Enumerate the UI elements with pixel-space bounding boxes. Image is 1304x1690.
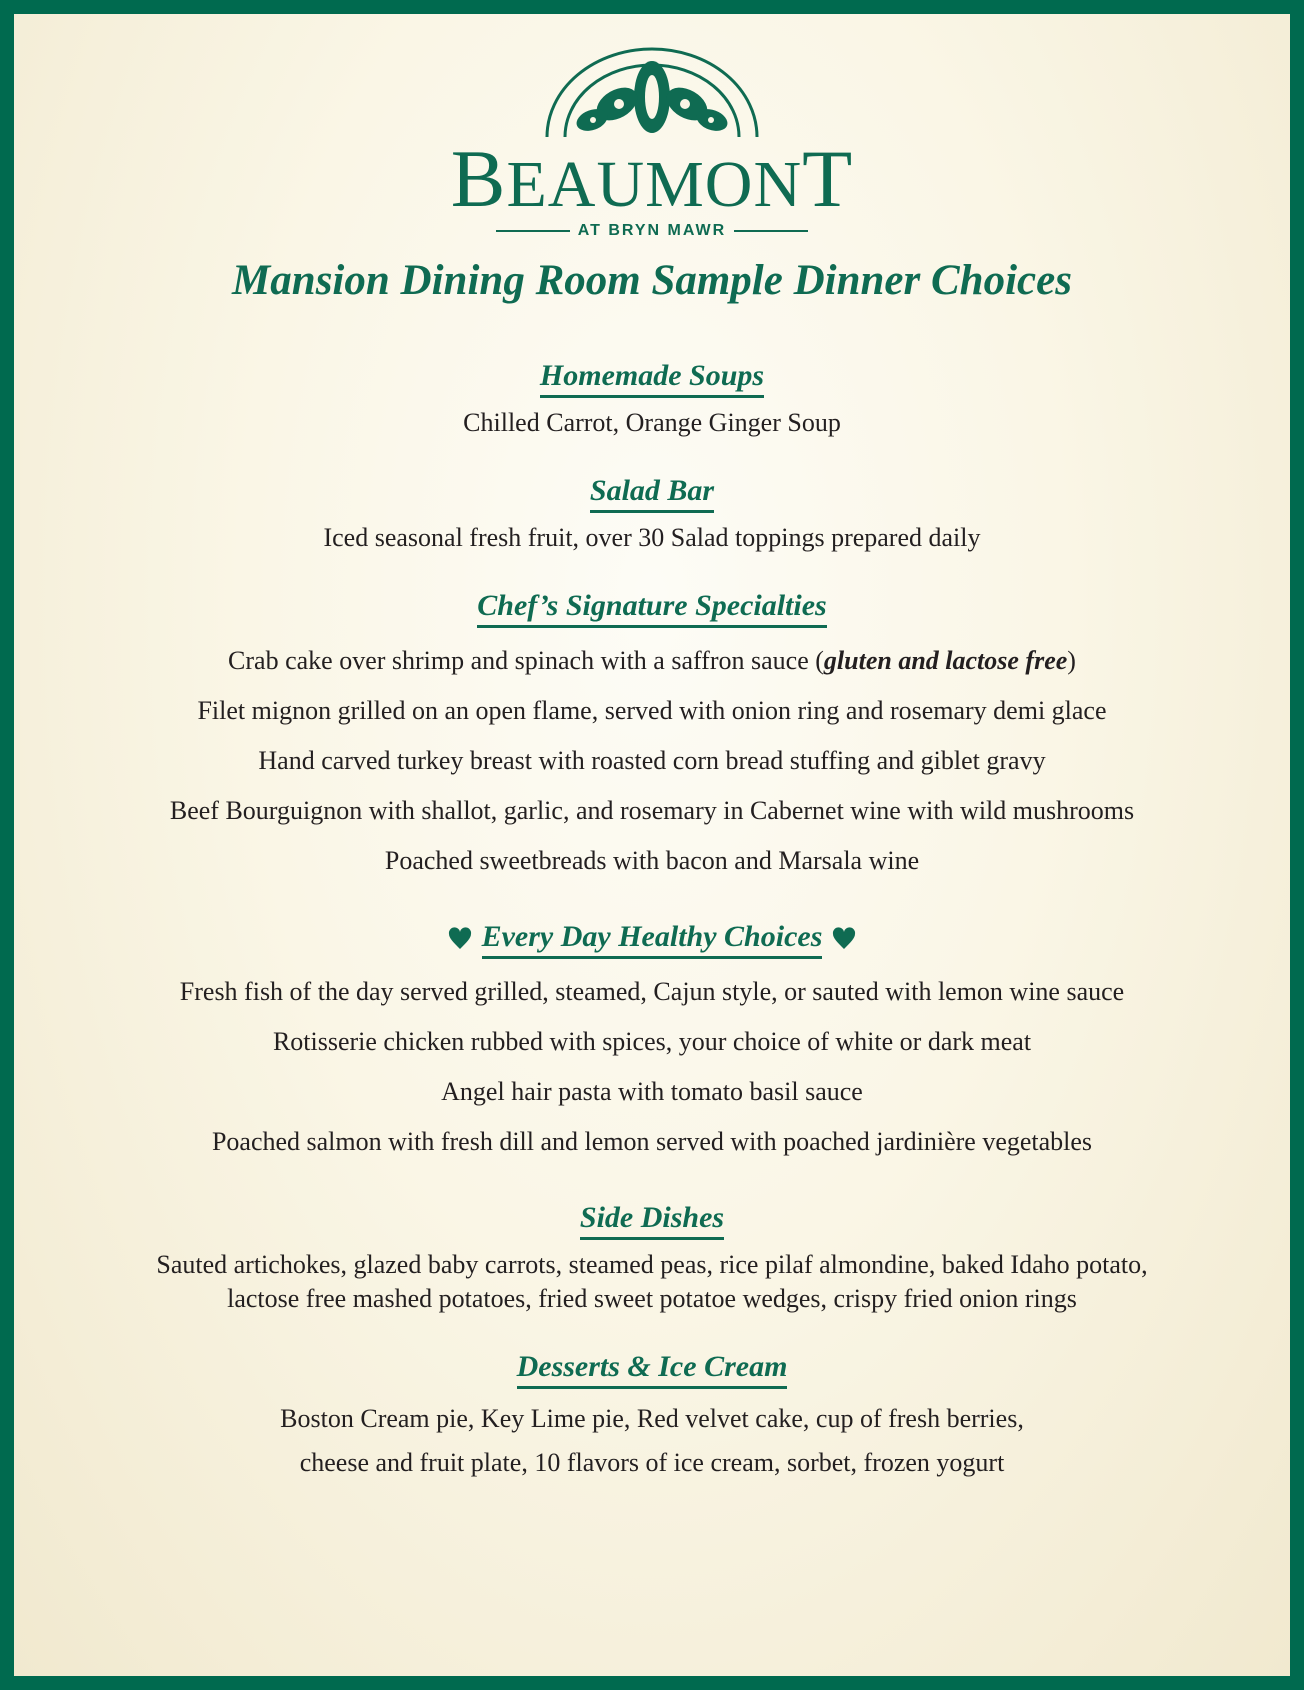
- menu-sections: [14, 359, 1290, 1519]
- dietary-note: gluten and lactose free: [823, 646, 1068, 675]
- logo-wordmark: [14, 133, 1290, 224]
- logo-tagline: AT BRYN MAWR: [577, 222, 727, 239]
- beaumont-logo: [14, 42, 1290, 240]
- menu-item: Fresh fish of the day served grilled, steamed, Cajun style, or sauted with lemon wine sauce: [179, 977, 1125, 1006]
- section-heading: Salad Bar: [590, 474, 714, 513]
- section-heading: Chef’s Signature Specialties: [477, 589, 826, 628]
- menu-item: cheese and fruit plate, 10 flavors of ice cream, sorbet, frozen yogurt: [299, 1448, 1005, 1477]
- menu-item: Angel hair pasta with tomato basil sauce: [441, 1077, 863, 1106]
- section-side-dishes: [14, 1201, 1290, 1316]
- menu-item: Rotisserie chicken rubbed with spices, your choice of white or dark meat: [272, 1027, 1032, 1056]
- section-desserts: [14, 1350, 1290, 1485]
- heart-icon: [832, 927, 856, 951]
- menu-item: Poached sweetbreads with bacon and Marsala wine: [384, 846, 920, 875]
- menu-item: lactose free mashed potatoes, fried sweet potatoe wedges, crispy fried onion rings: [227, 1284, 1077, 1313]
- menu-item-text: Crab cake over shrimp and spinach with a saffron sauce (: [228, 646, 824, 675]
- logo-tagline-row: [14, 222, 1290, 240]
- menu-item: Beef Bourguignon with shallot, garlic, and rosemary in Cabernet wine with wild mushrooms: [169, 796, 1135, 825]
- section-heading: Every Day Healthy Choices: [482, 920, 823, 959]
- menu-item: Sauted artichokes, glazed baby carrots, steamed peas, rice pilaf almondine, baked Idaho potato,: [156, 1250, 1148, 1279]
- heading-row: [14, 920, 1290, 967]
- menu-item: Filet mignon grilled on an open flame, served with onion ring and rosemary demi glace: [197, 696, 1107, 725]
- section-heading: Homemade Soups: [540, 359, 764, 398]
- heart-icon: [448, 927, 472, 951]
- logo-wordmark-final: T: [802, 133, 854, 224]
- menu-item-suffix: ): [1067, 646, 1076, 675]
- menu-item: Iced seasonal fresh fruit, over 30 Salad toppings prepared daily: [323, 523, 981, 552]
- logo-wordmark-rest: EAUMON: [506, 148, 803, 221]
- menu-item: [14, 636, 1290, 686]
- logo-wordmark-initial: B: [450, 133, 507, 224]
- section-healthy-choices: [14, 920, 1290, 1167]
- menu-item: Hand carved turkey breast with roasted corn bread stuffing and giblet gravy: [258, 746, 1046, 775]
- section-soups: [14, 359, 1290, 440]
- menu-page: [14, 14, 1290, 1676]
- section-salad-bar: [14, 474, 1290, 555]
- tagline-rule-right: [734, 230, 808, 232]
- page-title: Mansion Dining Room Sample Dinner Choices: [232, 257, 1072, 304]
- menu-item: Chilled Carrot, Orange Ginger Soup: [463, 408, 841, 437]
- menu-item: Poached salmon with fresh dill and lemon served with poached jardinière vegetables: [211, 1127, 1093, 1156]
- section-heading: Desserts & Ice Cream: [517, 1350, 788, 1389]
- acanthus-crest-icon: [537, 42, 767, 142]
- tagline-rule-left: [496, 230, 570, 232]
- section-chef-specialties: [14, 589, 1290, 886]
- section-heading: Side Dishes: [580, 1201, 724, 1240]
- menu-item: Boston Cream pie, Key Lime pie, Red velvet cake, cup of fresh berries,: [280, 1404, 1024, 1433]
